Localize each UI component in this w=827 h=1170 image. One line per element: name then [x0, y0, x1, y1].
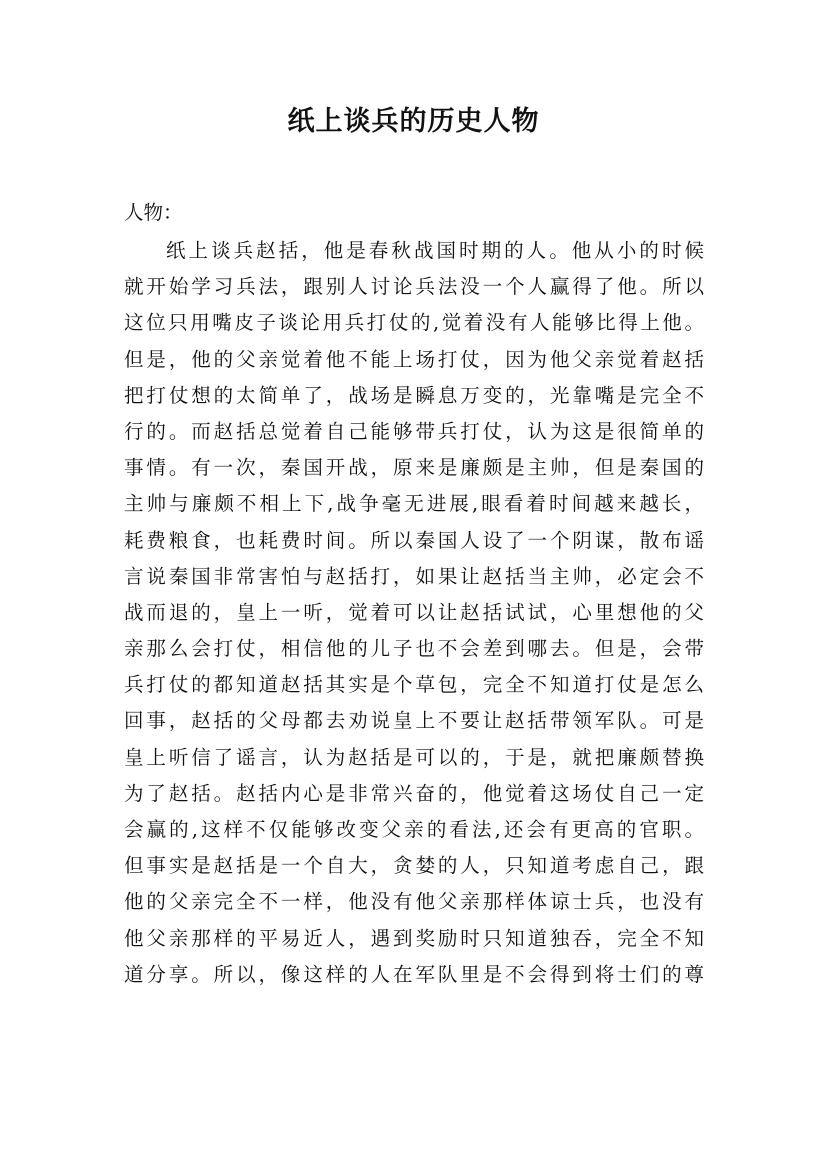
body-line: 行的。而赵括总觉着自己能够带兵打仗，认为这是很简单的 — [124, 419, 704, 443]
body-line: 皇上听信了谣言，认为赵括是可以的，于是，就把廉颇替换 — [124, 745, 704, 769]
body-line: 回事，赵括的父母都去劝说皇上不要让赵括带领军队。可是 — [124, 709, 704, 733]
body-line: 但是，他的父亲觉着他不能上场打仗，因为他父亲觉着赵括 — [124, 347, 704, 371]
body-line: 但事实是赵括是一个自大，贪婪的人，只知道考虑自己，跟 — [124, 854, 704, 878]
body-line: 言说秦国非常害怕与赵括打，如果让赵括当主帅，必定会不 — [124, 564, 704, 588]
body-line: 他父亲那样的平易近人，遇到奖励时只知道独吞，完全不知 — [124, 926, 704, 950]
document-title: 纸上谈兵的历史人物 — [287, 106, 540, 137]
body-line: 把打仗想的太简单了，战场是瞬息万变的，光靠嘴是完全不 — [124, 383, 704, 407]
body-line: 道分享。所以，像这样的人在军队里是不会得到将士们的尊 — [124, 962, 704, 986]
body-line: 就开始学习兵法，跟别人讨论兵法没一个人赢得了他。所以 — [124, 275, 704, 299]
body-line: 他的父亲完全不一样，他没有他父亲那样体谅士兵，也没有 — [124, 890, 704, 914]
body-line: 事情。有一次，秦国开战，原来是廉颇是主帅，但是秦国的 — [124, 456, 704, 480]
body-line: 主帅与廉颇不相上下,战争毫无进展,眼看着时间越来越长， — [124, 492, 704, 516]
section-label: 人物： — [124, 201, 183, 224]
body-line: 这位只用嘴皮子谈论用兵打仗的,觉着没有人能够比得上他。 — [124, 311, 704, 335]
body-line: 纸上谈兵赵括，他是春秋战国时期的人。他从小的时候 — [166, 239, 704, 262]
body-line: 战而退的，皇上一听，觉着可以让赵括试试，心里想他的父 — [124, 600, 704, 624]
body-text — [124, 233, 704, 993]
body-line: 耗费粮食，也耗费时间。所以秦国人设了一个阴谋，散布谣 — [124, 528, 704, 552]
body-line: 会赢的,这样不仅能够改变父亲的看法,还会有更高的官职。 — [124, 818, 704, 841]
body-line: 兵打仗的都知道赵括其实是个草包，完全不知道打仗是怎么 — [124, 673, 704, 697]
body-line: 亲那么会打仗，相信他的儿子也不会差到哪去。但是，会带 — [124, 637, 704, 661]
body-line: 为了赵括。赵括内心是非常兴奋的，他觉着这场仗自己一定 — [124, 781, 704, 805]
